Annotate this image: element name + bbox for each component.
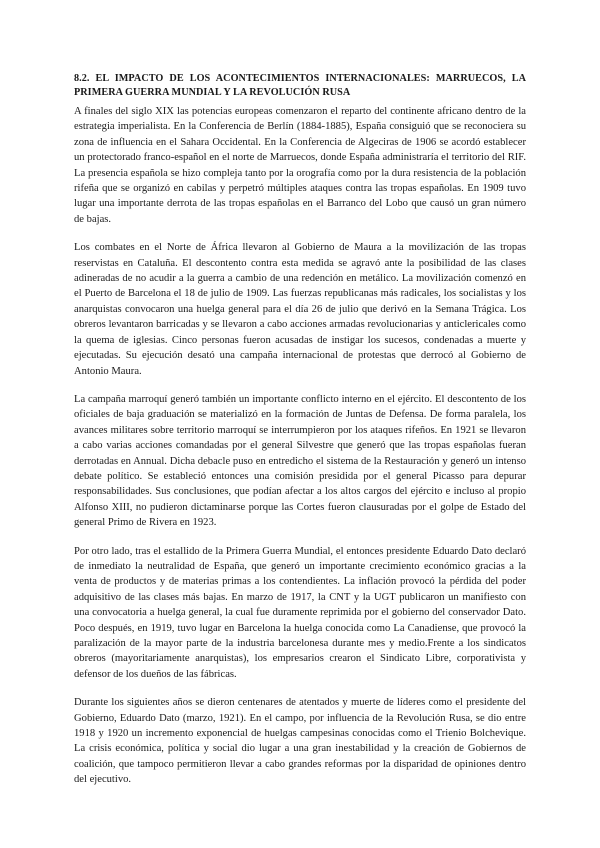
- document-page: [74, 72, 526, 801]
- paragraph-trienio-bolchevique: Durante los siguientes años se dieron centenares de atentados y muerte de líderes como el presidente del Gobierno, Eduardo Dato (marzo, 1921). En el campo, por influencia de la Revolución Rusa, se dio entre 1918 y 1920 un incremento exponencial de huelgas campesinas conocidas como el Trienio Bolchevique. La crisis económica, política y social dio lugar a una gran inestabilidad y la creación de Gobiernos de coalición, que tampoco permitieron llevar a cabo grandes reformas por la disparidad de opiniones dentro del ejecutivo.: [74, 697, 526, 786]
- section-heading: 8.2. EL IMPACTO DE LOS ACONTECIMIENTOS INTERNACIONALES: MARRUECOS, LA PRIMERA GUERRA MUNDIAL Y LA REVOLUCIÓN RUSA: [74, 73, 526, 98]
- paragraph-annual: La campaña marroquí generó también un importante conflicto interno en el ejército. El descontento de los oficiales de baja graduación se materializó en la formación de Juntas de Defensa. De forma paralela, los avances militares sobre territorio marroquí se interrumpieron por los ataques rifeños. En 1921 se llevaron a cabo varias acciones comandadas por el general Silvestre que generó que las tropas españolas fueran derrotadas en Annual. Dicha debacle puso en entredicho el sistema de la Restauración y generó un intenso debate político. Se estableció entonces una comisión presidida por el general Picasso para depurar responsabilidades. Sus conclusiones, que podían afectar a los altos cargos del ejército e incluso al propio Alfonso XIII, no pudieron dictaminarse porque las Cortes fueron clausuradas por el golpe de Estado del general Primo de Rivera en 1923.: [74, 393, 526, 529]
- paragraph-morocco: A finales del siglo XIX las potencias europeas comenzaron el reparto del continente africano dentro de la estrategia imperialista. En la Conferencia de Berlín (1884-1885), España consiguió que se reconociera su zona de influencia en el Sahara Occidental. En la Conferencia de Algeciras de 1906 se acordó establecer un protectorado franco-español en el norte de Marruecos, donde España administraría el territorio del RIF. La presencia española se hizo compleja tanto por la orografía como por la dura resistencia de la población rifeña que se organizó en cabilas y perpetró múltiples ataques contra las tropas españolas. En 1909 tuvo lugar una importante derrota de las tropas españolas en el Barranco del Lobo que causó un gran número de bajas.: [74, 106, 526, 225]
- paragraph-semana-tragica: Los combates en el Norte de África llevaron al Gobierno de Maura a la movilización de las tropas reservistas en Cataluña. El descontento contra esta medida se agravó ante la posibilidad de las clases adineradas de no acudir a la guerra a cambio de una redención en metálico. La movilización comenzó en el Puerto de Barcelona el 18 de julio de 1909. Las fuerzas republicanas más radicales, los socialistas y los anarquistas convocaron una huelga general para el día 26 de julio que derivó en la Semana Trágica. Los obreros levantaron barricadas y se llevaron a cabo acciones armadas revolucionarias y anticlericales como la quema de iglesias. Cinco personas fueron acusadas de instigar los sucesos, condenadas a muerte y ejecutadas. Su ejecución desató una campaña internacional de protestas que derrocó al Gobierno de Antonio Maura.: [74, 242, 526, 377]
- paragraph-first-world-war: Por otro lado, tras el estallido de la Primera Guerra Mundial, el entonces presidente Eduardo Dato declaró de inmediato la neutralidad de España, que generó un importante crecimiento económico gracias a la venta de productos y de materias primas a los contendientes. La inflación provocó la pérdida del poder adquisitivo de las clases más bajas. En marzo de 1917, la CNT y la UGT publicaron un manifiesto con una convocatoria a huelga general, la cual fue duramente reprimida por el gobierno del conservador Dato. Poco después, en 1919, tuvo lugar en Barcelona la huelga conocida como La Canadiense, que provocó la paralización de la mayor parte de la industria barcelonesa durante mes y medio.Frente a los sindicatos obreros (mayoritariamente anarquistas), los empresarios crearon el Sindicato Libre, corporativista y defensor de los dueños de las fábricas.: [74, 545, 526, 680]
